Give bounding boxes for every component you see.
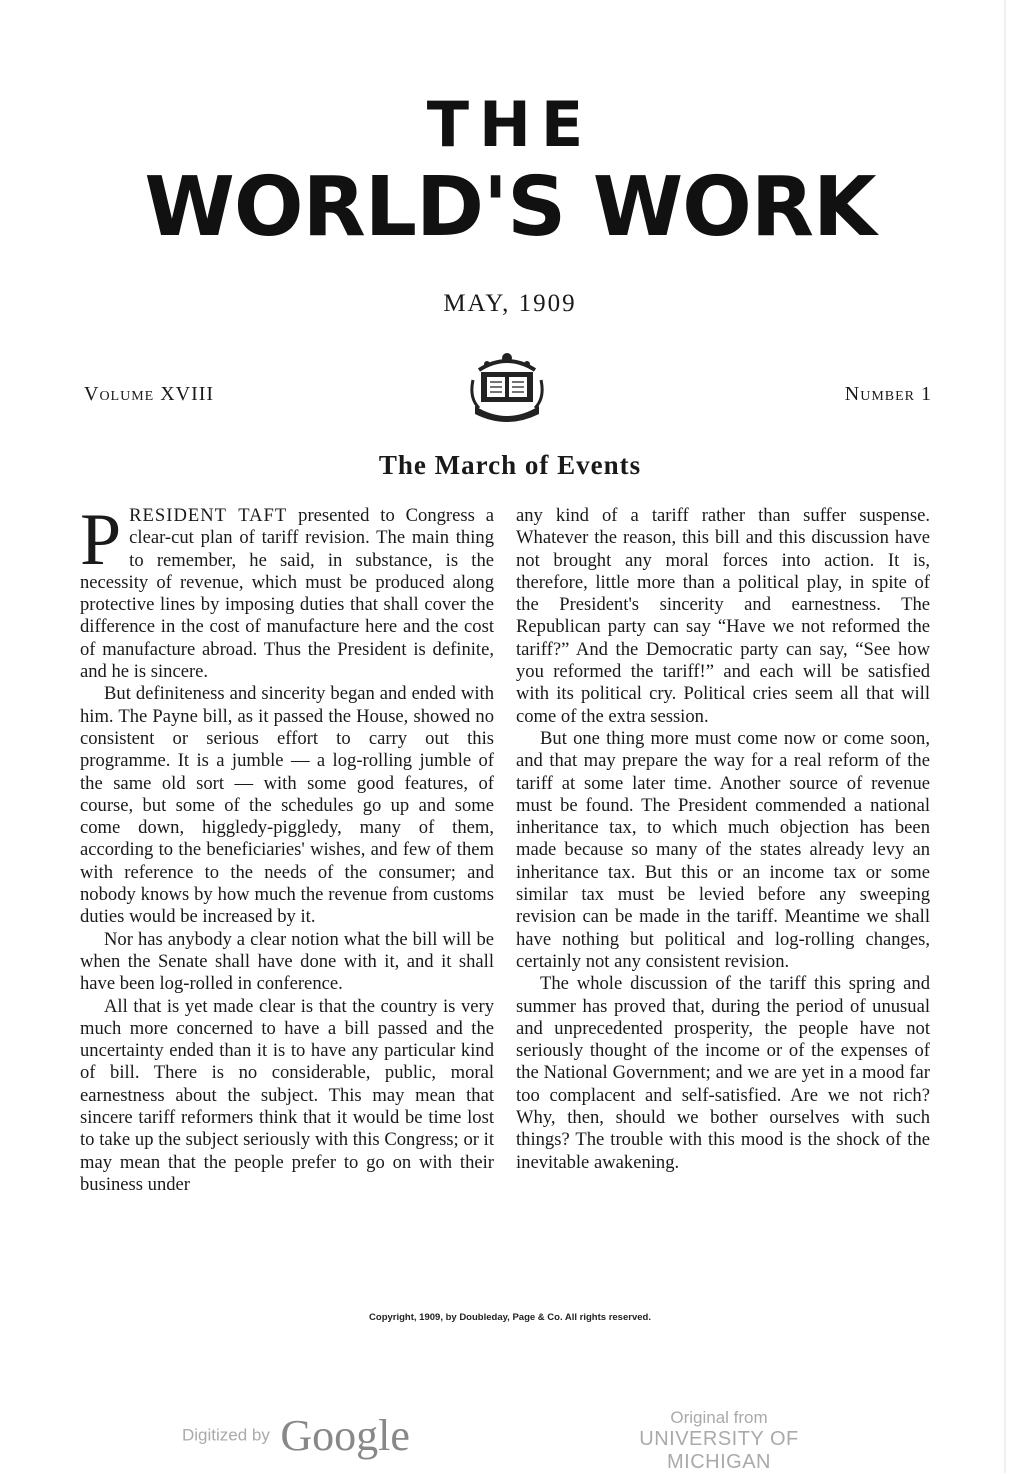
original-from-watermark	[594, 1408, 844, 1474]
volume-label: Volume XVIII	[84, 383, 215, 405]
article-paragraph: The whole discussion of the tariff this spring and summer has proved that, during the period of unusual and unprecedented prosperity, the people have not seriously thought of the income or of the expenses of the National Government; and we are yet in a mood far too complacent and self-satisfied. Are we not rich? Why, then, should we bother ourselves with such things? The trouble with this mood is the shock of the inevitable awakening.	[516, 973, 930, 1173]
issue-date: MAY, 1909	[443, 290, 577, 317]
article-paragraph: But one thing more must come now or come soon, and that may prepare the way for a real reform of the tariff at some later time. Another source of revenue must be found. The President commended a national inheritance tax, to which much objection has been made because so many of the states already levy an inheritance tax. But this or an income tax or some similar tax must be levied before any sweeping revision can be made in the tariff. Meantime we shall have nothing but political and log-rolling changes, certainly not any consistent revision.	[516, 727, 930, 972]
book-emblem-icon	[465, 350, 549, 428]
lead-caps: RESIDENT TAFT	[129, 505, 288, 526]
lead-paragraph-text: presented to Congress a clear-cut plan of tariff revision. The main thing to remember, he said, in substance, is the necessity of revenue, which must be produced along protective lines by imposing duties that shall cover the difference in the cost of manufacture here and the cost of manufacture abroad. Thus the President is definite, and he is sincere.	[80, 505, 494, 683]
section-heading: The March of Events	[378, 450, 642, 480]
article-paragraph: But definiteness and sincerity began and ended with him. The Payne bill, as it passed the House, showed no consistent or serious effort to carry out this programme. It is a jumble — a log-rolling jumble of the same old sort — with some good features, of course, but some of the schedules go up and some come down, higgledy-piggledy, many of them, according to the beneficiaries' wishes, and few of them with reference to the needs of the consumer; and nobody knows by how much the revenue from customs duties would be increased by it.	[80, 683, 494, 928]
masthead-the: THE	[426, 88, 594, 161]
drop-cap: P	[80, 499, 122, 581]
original-from-text: Original from	[670, 1408, 768, 1427]
article-column-right	[516, 505, 930, 1174]
number-label: Number 1	[844, 383, 932, 405]
article-paragraph: All that is yet made clear is that the country is very much more concerned to have a bill passed and the uncertainty ended than it is to have any particular kind of bill. There is no considerable, public, moral earnestness about the subject. This may mean that sincere tariff reformers think that it would be time lost to take up the subject seriously with this Congress; or it may mean that the people prefer to go on with their business under	[80, 995, 494, 1195]
institution-text: UNIVERSITY OF MICHIGAN	[639, 1428, 799, 1473]
copyright-notice: Copyright, 1909, by Doubleday, Page & Co. All rights reserved.	[369, 1312, 651, 1323]
article-paragraph: Nor has anybody a clear notion what the bill will be when the Senate shall have done with it, and it shall have been log-rolled in conference.	[80, 928, 494, 995]
google-logo: Google	[280, 1411, 410, 1460]
article-paragraph-continued: any kind of a tariff rather than suffer suspense. Whatever the reason, this bill and this discussion have not brought any moral forces into action. It is, therefore, little more than a political play, in spite of the President's sincerity and earnestness. The Republican party can say “Have we not reformed the tariff?” And the Democratic party can say, “See how you reformed the tariff!” and each will be satisfied with its political cry. Political cries seem all that will come of the extra session.	[516, 505, 930, 727]
article-paragraph	[80, 499, 494, 683]
masthead-title: WORLD'S WORK	[144, 160, 876, 255]
digitized-by-text: Digitized by	[182, 1425, 270, 1445]
article-column-left	[80, 499, 494, 1196]
digitized-by-watermark	[182, 1410, 410, 1461]
